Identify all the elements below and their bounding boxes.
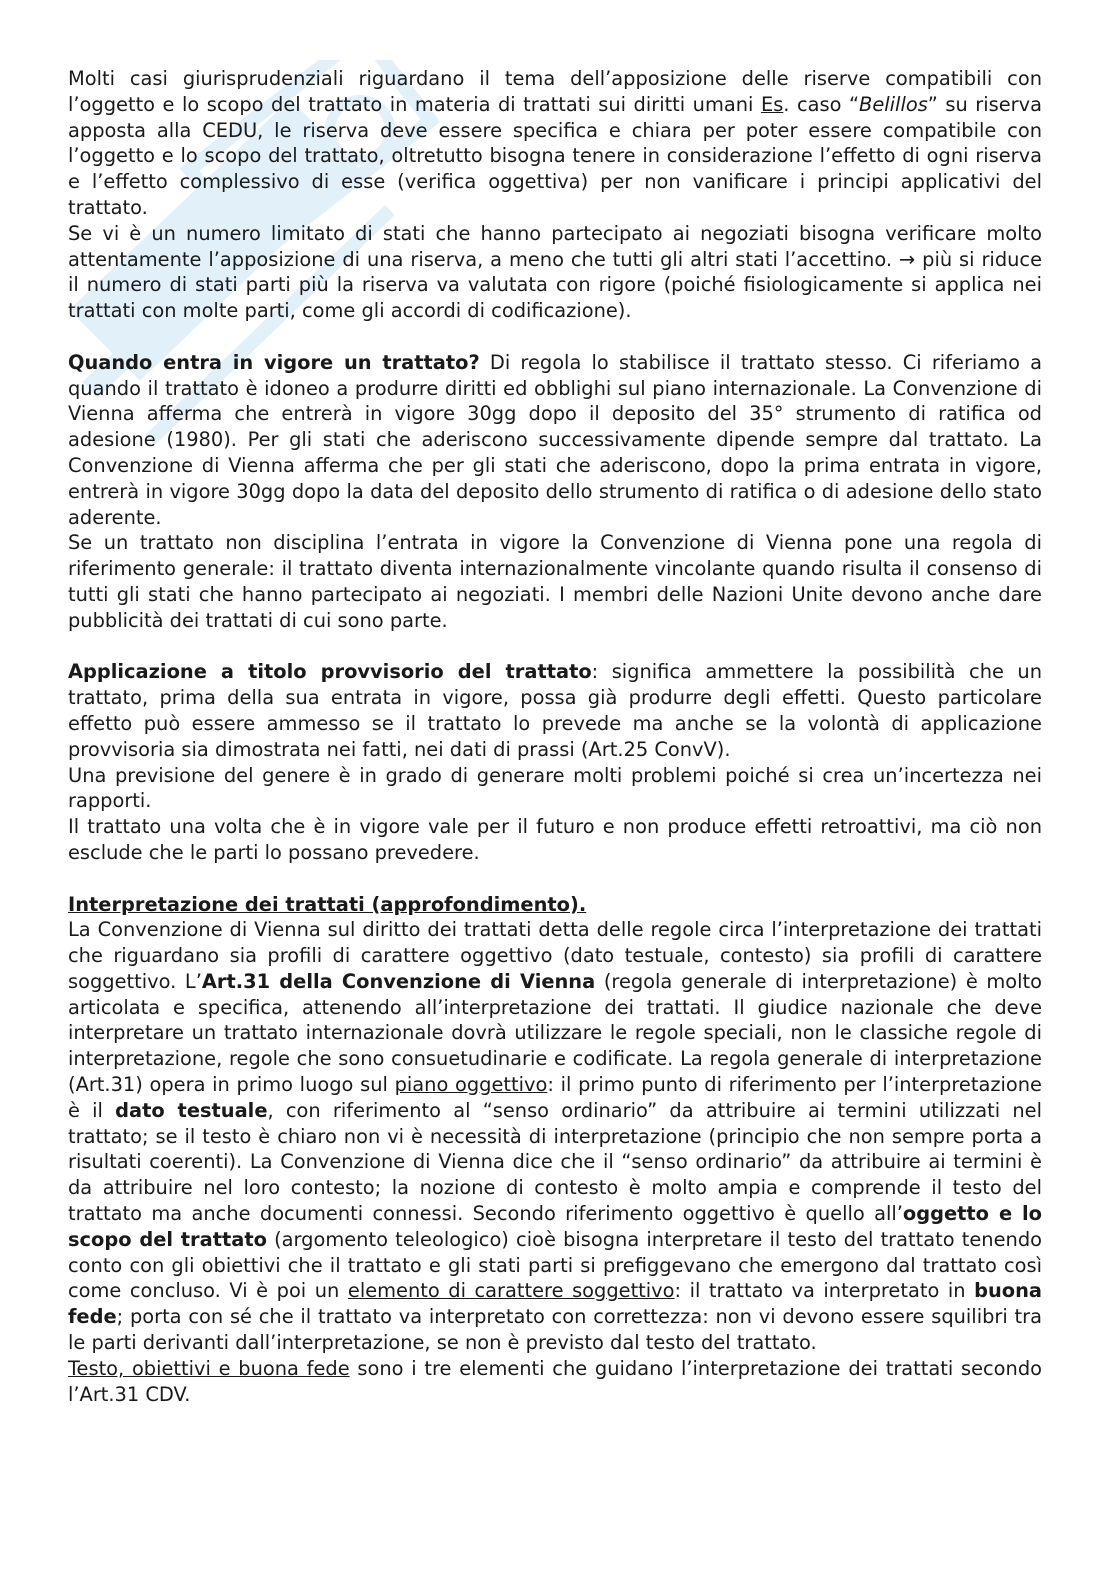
arrow-right-icon: →	[898, 247, 916, 271]
paragraph-summary: Testo, obiettivi e buona fede sono i tre elementi che guidano l’interpretazione dei trattati secondo l’Art.31 CDV.	[68, 1356, 1043, 1406]
paragraph-general-rule: Se un trattato non disciplina l’entrata in vigore la Convenzione di Vienna pone una regola di riferimento generale: il trattato diventa internazionalmente vincolante quando risulta il consenso di tutti gli stati che hanno partecipato ai negoziati. I membri delle Nazioni Unite devono anche dare pubblicità dei trattati di cui sono parte.	[68, 531, 1042, 632]
case-name: Belillos	[859, 92, 928, 116]
paragraph-non-retroactive: Il trattato una volta che è in vigore vale per il futuro e non produce effetti retroattivi, ma ciò non esclude che le parti lo possano prevedere.	[68, 815, 1042, 864]
heading-provisional-application: Applicazione a titolo provvisorio del trattato	[68, 660, 592, 684]
paragraph-uncertainty: Una previsione del genere è in grado di generare molti problemi poiché si crea un’incertezza nei rapporti.	[68, 763, 1042, 813]
example-abbrev: Es	[760, 92, 784, 116]
paragraph-entry-into-force: Quando entra in vigore un trattato? Di regola lo stabilisce il trattato stesso. Ci riferiamo a quando il trattato è idoneo a produrre diritti ed obblighi sul piano internazionale. La Convenzione di Vienna afferma che entrerà in vigore 30gg dopo il deposito del 35° strumento di ratifica od adesione (1980). Per gli stati che aderiscono successivamente dipende sempre dal trattato. La Convenzione di Vienna afferma che per gli stati che aderiscono, dopo la prima entrata in vigore, entrerà in vigore 30gg dopo la data del deposito dello strumento di ratifica o di adesione dello stato aderente.	[68, 350, 1042, 529]
heading-interpretation: Interpretazione dei trattati (approfondimento).	[68, 892, 587, 916]
heading-entry-into-force: Quando entra in vigore un trattato?	[68, 350, 480, 374]
paragraph-limited-states: Se vi è un numero limitato di stati che hanno partecipato ai negoziati bisogna verificare molto attentamente l’apposizione di una riserva, a meno che tutti gli altri stati l’accettino. → più si riduce il numero di stati parti più la riserva va valutata con rigore (poiché fisiologicamente si applica nei trattati con molte parti, come gli accordi di codificazione).	[68, 221, 1043, 323]
paragraph-provisional-application: Applicazione a titolo provvisorio del trattato: significa ammettere la possibilità che un trattato, prima della sua entrata in vigore, possa già produrre degli effetti. Questo particolare effetto può essere ammesso se il trattato lo prevede ma anche se la volontà di applicazione provvisoria sia dimostrata nei fatti, nei dati di prassi (Art.25 ConvV).	[68, 660, 1042, 761]
paragraph-reserves: Molti casi giurisprudenziali riguardano il tema dell’apposizione delle riserve compatibili con l’oggetto e lo scopo del trattato in materia di trattati sui diritti umani Es. caso “Belillos” su riserva apposta alla CEDU, le riserva deve essere specifica e chiara per poter essere compatibile con l’oggetto e lo scopo del trattato, oltretutto bisogna tenere in considerazione l’effetto di ogni riserva e l’effetto complessivo di esse (verifica oggettiva) per non vanificare i principi applicativi del trattato.	[68, 67, 1042, 219]
paragraph-interpretation: La Convenzione di Vienna sul diritto dei trattati detta delle regole circa l’interpretazione dei trattati che riguardano sia profili di carattere oggettivo (dato testuale, contesto) sia profili di carattere soggettivo. L’Art.31 della Convenzione di Vienna (regola generale di interpretazione) è molto articolata e specifica, attenendo all’interpretazione dei trattati. Il giudice nazionale che deve interpretare un trattato internazionale dovrà utilizzare le regole speciali, non le classiche regole di interpretazione, regole che sono consuetudinarie e codificate. La regola generale di interpretazione (Art.31) opera in primo luogo sul piano oggettivo: il primo punto di riferimento per l’interpretazione è il dato testuale, con riferimento al “senso ordinario” da attribuire ai termini utilizzati nel trattato; se il testo è chiaro non vi è necessità di interpretazione (principio che non sempre porta a risultati coerenti). La Convenzione di Vienna dice che il “senso ordinario” da attribuire ai termini è da attribuire nel loro contesto; la nozione di contesto è molto ampia e comprende il testo del trattato ma anche documenti connessi. Secondo riferimento oggettivo è quello all’oggetto e lo scopo del trattato (argomento teleologico) cioè bisogna interpretare il testo del trattato tenendo conto con gli obiettivi che il trattato e gli stati parti si prefiggevano che emergono dal trattato così come concluso. Vi è poi un elemento di carattere soggettivo: il trattato va interpretato in buona fede; porta con sé che il trattato va interpretato con correttezza: non vi devono essere squilibri tra le parti derivanti dall’interpretazione, se non è previsto dal testo del trattato.	[68, 918, 1042, 1355]
document-body	[68, 66, 1042, 1407]
